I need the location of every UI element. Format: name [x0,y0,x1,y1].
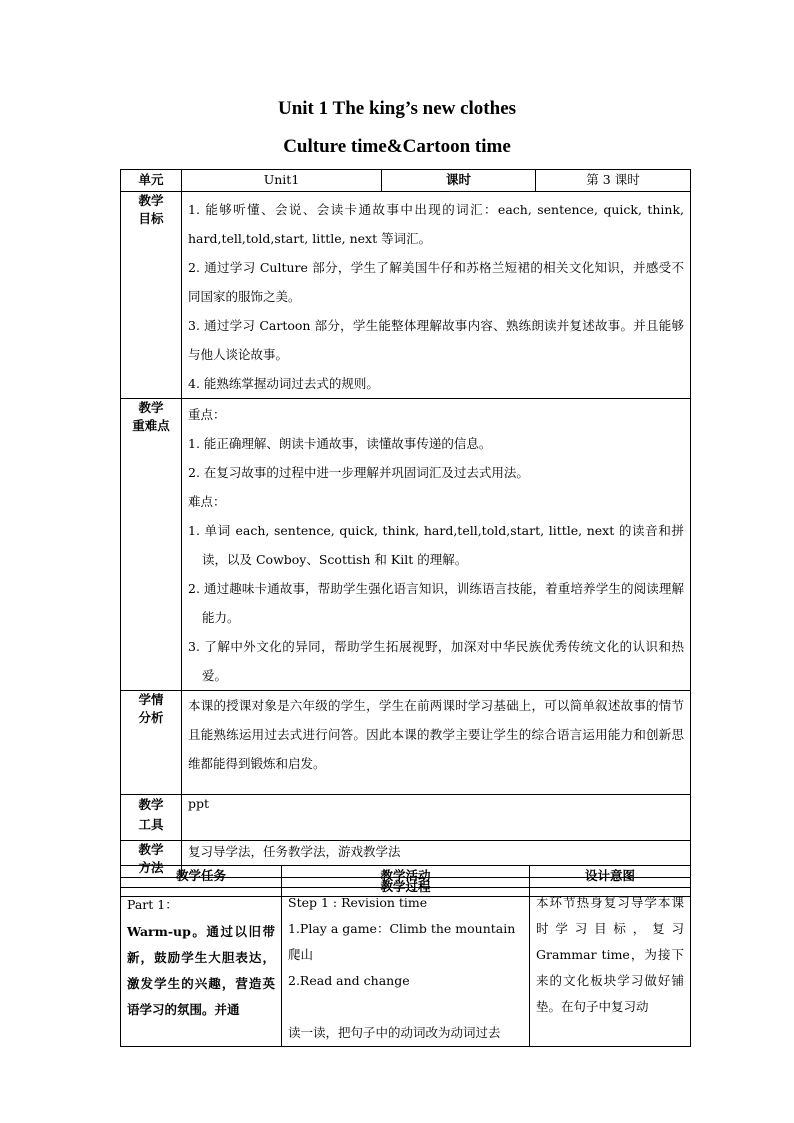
task-warmup: Warm-up。 [127,924,207,939]
activity-line: 2.Read and change [288,973,410,988]
focus-heading: 重点： [188,407,226,422]
activity-line: Step 1 : Revision time [288,895,428,910]
analysis-content [182,691,691,795]
column-intent: 设计意图 [530,866,691,888]
methods-value: 复习导学法，任务教学法，游戏教学法 [182,841,691,878]
task-description: 通过以旧带新，鼓励学生大胆表达，激发学生的兴趣，营造英语学习的氛围。并通 [127,924,275,1017]
difficulty-item: 1. 单词 each, sentence, quick, think, hard,tell,told,start, little, next 的读音和拼读，以及 Cowboy、Scottish 和 Kilt 的理解。 [188,523,684,567]
methods-label: 教学 方法 [121,841,182,878]
objective-item: 2. 通过学习 Culture 部分，学生了解美国牛仔和苏格兰短裙的相关文化知识，并感受不同国家的服饰之美。 [188,260,684,304]
difficulty-heading: 难点： [188,494,226,509]
analysis-text: 本课的授课对象是六年级的学生，学生在前两课时学习基础上，可以简单叙述故事的情节且能熟练运用过去式进行问答。因此本课的教学主要让学生的综合语言运用能力和创新思维都能得到锻炼和启发。 [188,698,684,771]
process-row [121,888,691,1047]
tools-value: ppt [182,795,691,841]
tools-row [121,795,691,841]
intent-text: 本环节热身复习导学本课时学习目标，复习 Grammar time，为接下来的文化板块学习做好铺垫。在句子中复习动 [536,895,684,1014]
unit-label: 单元 [121,170,182,192]
activity-line: 读一读，把句子中的动词改为动词过去 [288,1025,501,1040]
task-part: Part 1： [127,897,178,912]
period-label: 课时 [382,170,536,192]
focus-item: 2. 在复习故事的过程中进一步理解并巩固词汇及过去式用法。 [188,465,529,480]
objectives-row [121,192,691,399]
intent-cell [530,888,691,1047]
analysis-label: 学情 分析 [121,691,182,795]
document-subtitle: Culture time&Cartoon time [283,136,511,157]
key-points-row [121,399,691,691]
objectives-label: 教学 目标 [121,192,182,399]
objective-item: 4. 能熟练掌握动词过去式的规则。 [188,376,379,391]
column-activity: 教学活动 [282,866,530,888]
column-task: 教学任务 [121,866,282,888]
key-points-content [182,399,691,691]
process-heading: 教学过程 [121,878,691,897]
process-table [120,865,691,1047]
tools-label: 教学 工具 [121,795,182,841]
focus-item: 1. 能正确理解、朗读卡通故事，读懂故事传递的信息。 [188,436,492,451]
document-title: Unit 1 The king’s new clothes [277,98,517,119]
objective-item: 1. 能够听懂、会说、会读卡通故事中出现的词汇：each, sentence, quick, think, hard,tell,told,start, little, next 等词汇。 [188,202,684,246]
difficulty-item: 2. 通过趣味卡通故事，帮助学生强化语言知识，训练语言技能，着重培养学生的阅读理解能力。 [188,581,684,625]
unit-row [121,170,691,192]
analysis-row [121,691,691,795]
task-text [127,919,275,1023]
objective-item: 3. 通过学习 Cartoon 部分，学生能整体理解故事内容、熟练朗读并复述故事。并且能够与他人谈论故事。 [188,318,684,362]
activity-line: 1.Play a game：Climb the mountain 爬山 [288,921,516,962]
period-value: 第 3 课时 [536,170,691,192]
activity-cell [282,888,530,1047]
unit-value: Unit1 [182,170,382,192]
activity-blank-line [288,994,523,1020]
difficulty-item: 3. 了解中外文化的异同，帮助学生拓展视野，加深对中华民族优秀传统文化的认识和热爱。 [188,639,684,683]
task-cell [121,888,282,1047]
objectives-content [182,192,691,399]
lesson-info-table [120,169,691,897]
process-columns-row [121,866,691,888]
key-points-label: 教学 重难点 [121,399,182,691]
